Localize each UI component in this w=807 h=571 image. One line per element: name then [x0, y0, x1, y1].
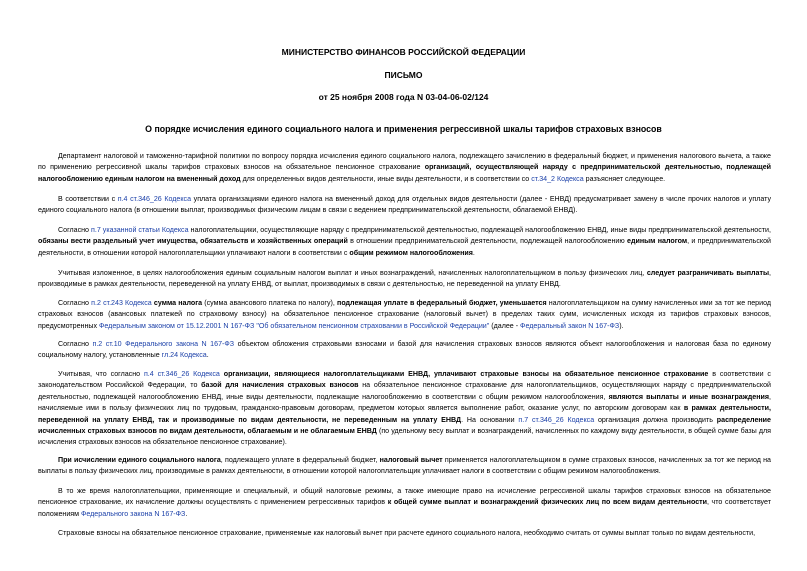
paragraph-8 [38, 455, 771, 478]
emphasis-text: организации, являющиеся налогоплательщиками ЕНВД, уплачивают страховые взносы на обязательное пенсионное страхование [223, 370, 709, 378]
body-text: , производимые в рамках деятельности, переведенной на уплату ЕНВД, от выплат, производимых в связи с деятельностью, не переведенной на уплату ЕНВД. [38, 269, 772, 289]
emphasis-text: следует разграничивать выплаты [646, 269, 770, 277]
emphasis-text: базой для начисления страховых взносов [201, 381, 359, 390]
body-text: применяется налогоплательщиком в сумме страховых взносов, начисленных за тот же период на выплаты в пользу физических лиц, производимые в рамках деятельности, в отношении которой налогоплательщик уплачивает налоги в соответствии с общим режимом налогообложения. [38, 456, 771, 476]
law-reference-link[interactable]: п.2 ст.10 Федерального закона N 167-ФЗ [92, 340, 235, 348]
emphasis-text: являются выплаты и иные вознаграждения [608, 392, 769, 401]
body-text: для определенных видов деятельности, иные виды деятельности, и в соответствии со [240, 174, 532, 183]
paragraph-10 [38, 528, 771, 539]
law-reference-link[interactable]: гл.24 Кодекса [161, 351, 207, 360]
body-text: , начисляемые ими в пользу физических лиц по трудовым, гражданско-правовым договорам, предметом которых является выполнение работ, оказание услуг, по авторским договорам как [38, 392, 771, 413]
paragraph-9 [38, 486, 771, 520]
law-reference-link[interactable]: Федеральный закон N 167-ФЗ [520, 321, 620, 330]
body-text: в отношении предпринимательской деятельности, подлежащей налогообложению [347, 237, 628, 246]
ministry-heading: МИНИСТЕРСТВО ФИНАНСОВ РОССИЙСКОЙ ФЕДЕРАЦИИ [281, 47, 526, 57]
law-reference-link[interactable]: п.7 указанной статьи Кодекса [91, 226, 189, 234]
body-text: ). [619, 321, 624, 330]
body-text: . На основании [461, 415, 519, 424]
body-text: (сумма авансового платежа по налогу), [202, 299, 338, 307]
body-text: В соответствии с [58, 195, 118, 203]
emphasis-text: в рамках деятельности, переведенной на уплату ЕНВД, так и производимые по видам деятельности, не переведенным на уплату ЕНВД [38, 404, 771, 424]
emphasis-text: сумма налога [153, 299, 203, 307]
body-text: Учитывая изложенное, в целях налогообложения единым социальным налогом выплат и иных вознаграждений, начисленных налогоплательщиком в пользу физических лиц, [58, 269, 647, 277]
emphasis-text: подлежащая уплате в федеральный бюджет, уменьшается [337, 299, 547, 307]
body-text: . [206, 351, 209, 360]
body-text: . [472, 248, 475, 257]
body-text: Департамент налоговой и таможенно-тарифной политики по вопросу порядка исчисления единого социального налога, подлежащего зачислению в федеральный бюджет, и применения налогового вычета, а также по применению регрессивной шкалы тарифов страховых взносов на обязательное пенсионное страхование [38, 152, 771, 172]
body-text: . [185, 509, 188, 518]
paragraph-2 [38, 194, 771, 217]
paragraph-5 [38, 298, 771, 332]
law-reference-link[interactable]: Федерального закона N 167-ФЗ [80, 509, 186, 518]
paragraph-4 [38, 268, 771, 291]
law-reference-link[interactable]: ст.34_2 Кодекса [531, 174, 584, 183]
emphasis-text: к общей сумме выплат и вознаграждений физических лиц по всем видам деятельности [387, 498, 707, 507]
emphasis-text: единым налогом [627, 237, 688, 246]
document-type: ПИСЬМО [384, 70, 423, 80]
emphasis-text: распределение исчисленных страховых взносов по видам деятельности, облагаемым и не облагаемым ЕНВД [38, 415, 771, 436]
emphasis-text: организаций, осуществляющей наряду с предпринимательской деятельностью, подлежащей налогообложению единым налогом на вмененный доход [38, 163, 771, 183]
body-text: Согласно [58, 340, 93, 348]
body-text: разъясняет следующее. [583, 174, 666, 183]
body-text: объектом обложения страховыми взносами и базой для начисления страховых взносов являются объект налогообложения и налоговая база по единому социальному налогу, установленные [38, 340, 772, 360]
body-text: , подлежащего уплате в федеральный бюджет, [220, 456, 380, 464]
document-title: О порядке исчисления единого социального налога и применения регрессивной шкалы тарифов страховых взносов [145, 124, 662, 134]
body-text: (по удельному весу выплат и вознаграждений, начисленных по каждому виду деятельности, в общей сумме базы для исчисления страховых взносов на обязательное пенсионное страхование). [38, 427, 771, 447]
body-text: В то же время налогоплательщики, применяющие и специальный, и общий налоговые режимы, а также имеющие право на исчисление регрессивной шкалы тарифов страховых взносов на обязательное пенсионное страхование, их начисление должны осуществлять с применением регрессивных тарифов [38, 487, 771, 507]
emphasis-text: обязаны вести раздельный учет имущества, обязательств и хозяйственных операций [38, 237, 348, 246]
body-text: организация должна производить [594, 415, 717, 424]
paragraph-3 [38, 225, 771, 259]
document-date-number: от 25 ноября 2008 года N 03-04-06-02/124 [318, 92, 489, 102]
body-text: , что соответствует положениям [38, 498, 771, 518]
law-reference-link[interactable]: п.7 ст.346_26 Кодекса [518, 415, 595, 424]
law-reference-link[interactable]: Федеральным законом от 15.12.2001 N 167-ФЗ "Об обязательном пенсионном страховании в Российской Федерации" [99, 321, 490, 330]
emphasis-text: общим режимом налогообложения [349, 248, 473, 257]
body-text: Страховые взносы на обязательное пенсионное страхование, применяемые как налоговый вычет при расчете единого социального налога, необходимо считать от суммы выплат только по видам деятельности, [58, 529, 756, 537]
body-text: уплата организациями единого налога на вмененный доход для отдельных видов деятельности (далее - ЕНВД) предусматривает замену в числе прочих налогов и уплату единого социального налога (в отношении выплат, производимых физическим лицам в связи с ведением предпринимательской деятельности, облагаемой ЕНВД). [38, 195, 771, 215]
body-text: Согласно [58, 226, 92, 234]
emphasis-text: При исчислении единого социального налога [58, 456, 221, 464]
paragraph-6 [38, 339, 771, 362]
body-text: на обязательное пенсионное страхование для налогоплательщиков, осуществляющих наряду с предпринимательской деятельностью, подлежащей налогообложению ЕНВД, иные виды деятельности, подлежащие налогообложению в соответствии с общим режимом налогообложения, [38, 381, 771, 401]
body-text: (далее - [489, 321, 521, 330]
law-reference-link[interactable]: п.4 ст.346_26 Кодекса [143, 370, 220, 378]
law-reference-link[interactable]: п.2 ст.243 Кодекса [91, 299, 152, 307]
emphasis-text: налоговый вычет [379, 456, 443, 464]
body-text: в соответствии с законодательством Российской Федерации, то [38, 370, 771, 390]
body-text: , и предпринимательской деятельности, в отношении которой налогоплательщики уплачивают налоги в соответствии с [38, 237, 772, 257]
law-reference-link[interactable]: п.4 ст.346_26 Кодекса [117, 195, 192, 203]
body-text: налогоплательщики, осуществляющие наряду с предпринимательской деятельностью, подлежащей налогообложению ЕНВД, иные виды предпринимательской деятельности, [188, 226, 771, 234]
paragraph-1 [38, 151, 771, 185]
body-text: Согласно [58, 299, 92, 307]
paragraph-7 [38, 369, 771, 449]
body-text: налогоплательщиком на сумму начисленных ими за тот же период страховых взносов (авансовых платежей по страховому взносу) на обязательное пенсионное страхование (налоговый вычет) в пределах таких сумм, исчисленных исходя из тарифов страховых взносов, предусмотренных [38, 299, 772, 330]
body-text: Учитывая, что согласно [58, 370, 144, 378]
